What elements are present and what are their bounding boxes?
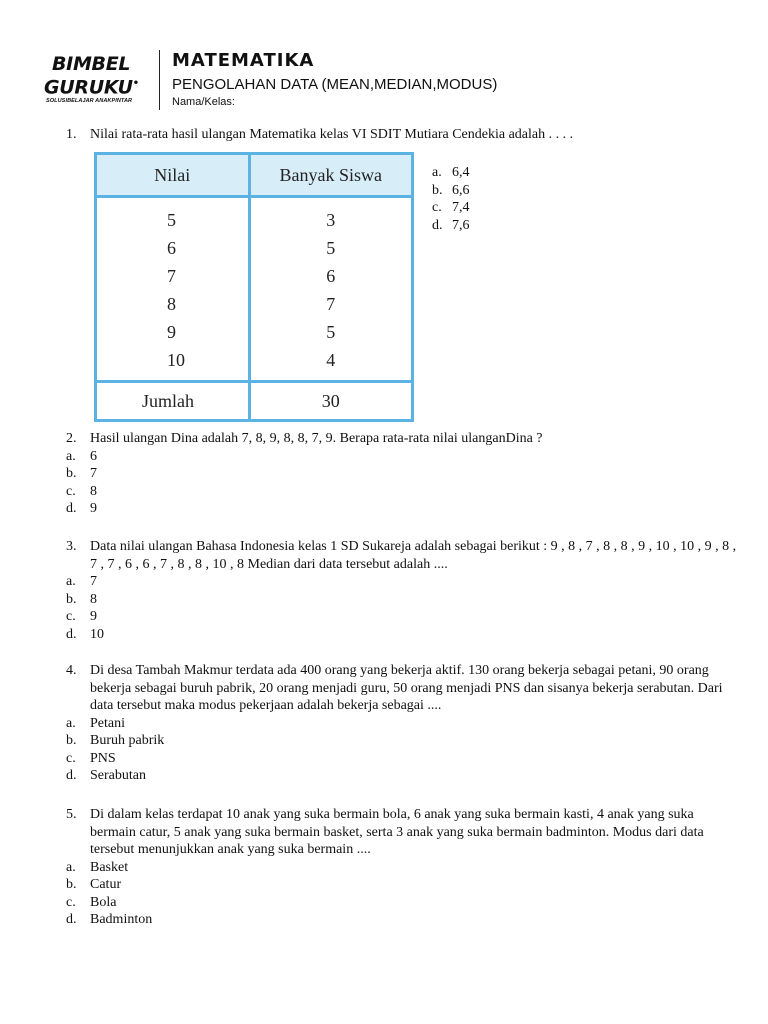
answer-options: [432, 164, 470, 234]
question-4: [66, 662, 738, 785]
question-number: 3.: [66, 539, 77, 554]
table-cell: 5: [249, 318, 412, 346]
table-cell: 5: [96, 197, 250, 235]
answer-option[interactable]: a. 6,4: [432, 165, 470, 180]
question-text: Nilai rata-rata hasil ulangan Matematika kelas VI SDIT Mutiara Cendekia adalah . . . .: [90, 127, 574, 142]
header-divider: [159, 50, 160, 110]
question-number: 2.: [66, 431, 77, 446]
question-text: Hasil ulangan Dina adalah 7, 8, 9, 8, 8, 7, 9. Berapa rata-rata nilai ulanganDina ?: [90, 431, 543, 446]
table-total-label: Jumlah: [96, 382, 250, 421]
answer-option[interactable]: d. 7,6: [432, 217, 470, 233]
answer-option[interactable]: c. 8: [66, 483, 97, 499]
answer-option[interactable]: b. 6,6: [432, 182, 470, 198]
question-text: Data nilai ulangan Bahasa Indonesia kelas 1 SD Sukareja adalah sebagai berikut : 9 , 8 , 7 , 8 , 8 , 9 , 10 , 10 , 9 , 8 , 7 , 7 , 6 , 6 , 7 , 8 , 8 , 10 , 8 Median dari data tersebut adalah ....: [90, 539, 737, 572]
answer-option[interactable]: d. Badminton: [66, 912, 153, 927]
logo-tagline: SOLUSIBELAJAR ANAKPINTAR: [46, 98, 133, 105]
table-cell: 6: [249, 262, 412, 290]
answer-option[interactable]: a. 7: [66, 574, 97, 589]
table-cell: 10: [96, 346, 250, 382]
score-table: [94, 152, 414, 422]
brand-logo: [44, 54, 148, 104]
logo-line-2: GURUKU•: [44, 76, 139, 99]
table-row: [96, 318, 413, 346]
table-header-students: Banyak Siswa: [249, 154, 412, 197]
answer-options: [66, 715, 738, 785]
answer-option[interactable]: c. 7,4: [432, 200, 470, 215]
table-row: [96, 197, 413, 235]
subject-title: MATEMATIKA: [172, 50, 315, 71]
table-cell: 5: [249, 234, 412, 262]
answer-option[interactable]: b. Buruh pabrik: [66, 733, 165, 748]
name-class-label: Nama/Kelas:: [172, 96, 235, 108]
answer-option[interactable]: c. Bola: [66, 894, 117, 910]
logo-line-1: BIMBEL: [52, 53, 131, 75]
answer-option[interactable]: a. Petani: [66, 715, 125, 731]
question-number: 4.: [66, 663, 77, 678]
table-row: [96, 290, 413, 318]
table-header-score: Nilai: [96, 154, 250, 197]
answer-option[interactable]: b. 8: [66, 591, 97, 607]
answer-options: [66, 448, 738, 518]
question-5: [66, 806, 738, 929]
table-cell: 8: [96, 290, 250, 318]
answer-options: [66, 573, 738, 643]
answer-option[interactable]: d. Serabutan: [66, 768, 146, 783]
question-text: Di dalam kelas terdapat 10 anak yang suka bermain bola, 6 anak yang suka bermain kasti, 4 anak yang suka bermain catur, 5 anak yang suka bermain basket, serta 3 anak yang suka bermain badminton. Modus dari data tersebut menunjukkan anak yang suka bermain ....: [90, 807, 704, 857]
table-cell: 7: [249, 290, 412, 318]
table-cell: 4: [249, 346, 412, 382]
answer-option[interactable]: c. PNS: [66, 750, 116, 766]
question-2: [66, 430, 738, 518]
question-3: [66, 538, 738, 643]
answer-option[interactable]: a. 6: [66, 448, 97, 464]
answer-option[interactable]: b. 7: [66, 466, 97, 481]
answer-option[interactable]: b. Catur: [66, 877, 122, 892]
table-row: [96, 234, 413, 262]
question-number: 1.: [66, 127, 77, 142]
table-total-row: [96, 382, 413, 421]
table-cell: 3: [249, 197, 412, 235]
logo-mark: •: [132, 78, 139, 89]
table-cell: 7: [96, 262, 250, 290]
question-1: [66, 126, 738, 144]
question-text: Di desa Tambah Makmur terdata ada 400 orang yang bekerja aktif. 130 orang bekerja sebagai petani, 90 orang bekerja sebagai buruh pabrik, 20 orang menjadi guru, 50 orang menjadi PNS dan sisanya bekerja serabutan. Dari data tersebut maka modus pekerjaan adalah bekerja sebagai ....: [90, 663, 723, 713]
table-row: [96, 346, 413, 382]
answer-option[interactable]: a. Basket: [66, 859, 129, 875]
topic-title: PENGOLAHAN DATA (MEAN,MEDIAN,MODUS): [172, 76, 498, 93]
answer-option[interactable]: d. 10: [66, 626, 104, 642]
answer-option[interactable]: c. 9: [66, 609, 97, 624]
table-cell: 6: [96, 234, 250, 262]
table-cell: 9: [96, 318, 250, 346]
table-total-value: 30: [249, 382, 412, 421]
table-row: [96, 262, 413, 290]
question-number: 5.: [66, 807, 77, 822]
answer-options: [66, 859, 738, 929]
answer-option[interactable]: d. 9: [66, 501, 97, 516]
